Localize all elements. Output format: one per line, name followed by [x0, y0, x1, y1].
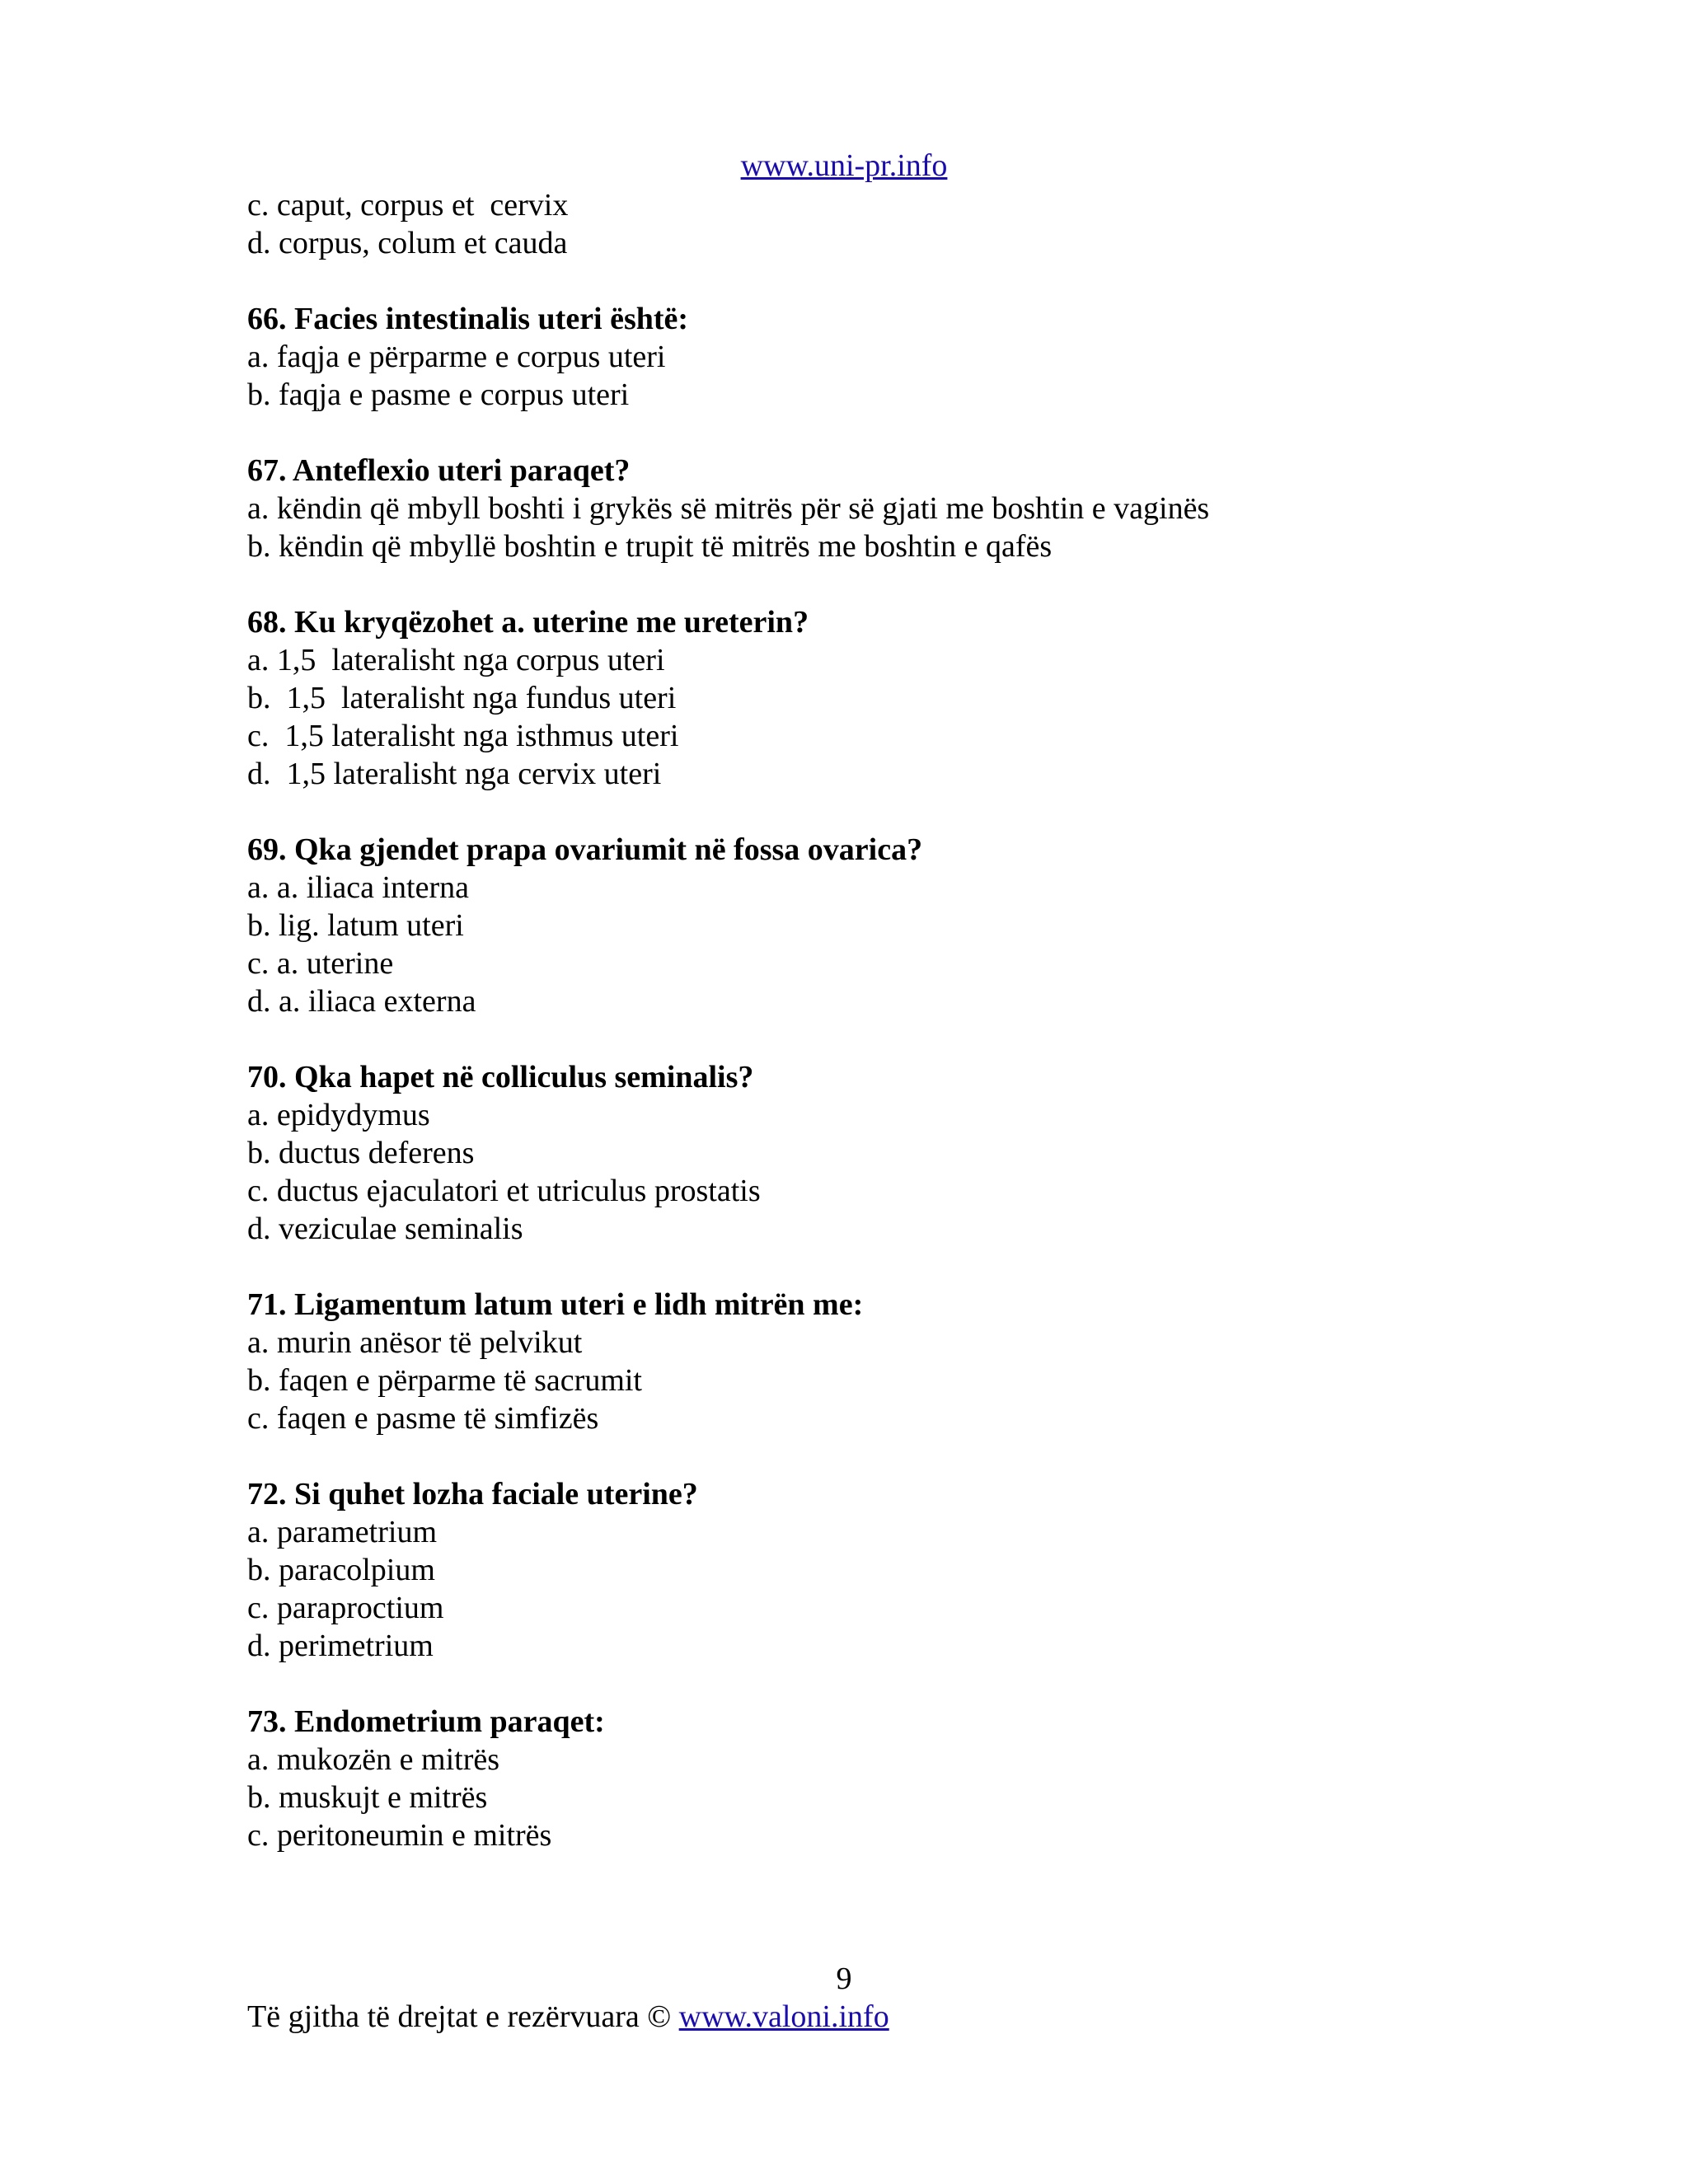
option-line: a. parametrium — [247, 1515, 438, 1549]
option-line: a. murin anësor të pelvikut — [247, 1325, 583, 1360]
header-link-uni-pr[interactable]: www.uni-pr.info — [740, 148, 948, 183]
option-line: c. peritoneumin e mitrës — [247, 1818, 552, 1853]
question-title-70: 70. Qka hapet në colliculus seminalis? — [247, 1060, 754, 1094]
footer-copyright-text: Të gjitha të drejtat e rezërvuara © — [247, 1999, 679, 2034]
question-title-67: 67. Anteflexio uteri paraqet? — [247, 453, 631, 488]
footer — [247, 1998, 889, 2036]
option-line: a. faqja e përparme e corpus uteri — [247, 340, 666, 374]
option-line: d. 1,5 lateralisht nga cervix uteri — [247, 757, 662, 791]
option-line: c. faqen e pasme të simfizës — [247, 1401, 599, 1436]
option-line: d. a. iliaca externa — [247, 984, 476, 1019]
option-line: c. 1,5 lateralisht nga isthmus uteri — [247, 719, 679, 753]
option-line: d. corpus, colum et cauda — [247, 226, 568, 260]
option-line: a. epidydymus — [247, 1098, 430, 1132]
option-line: b. lig. latum uteri — [247, 908, 464, 943]
option-line: a. a. iliaca interna — [247, 870, 470, 905]
option-line: b. muskujt e mitrës — [247, 1780, 488, 1815]
option-line: b. faqen e përparme të sacrumit — [247, 1363, 642, 1398]
option-line: b. ductus deferens — [247, 1136, 475, 1170]
question-list — [247, 186, 1484, 1854]
option-line: c. caput, corpus et cervix — [247, 188, 569, 223]
footer-link-valoni[interactable]: www.valoni.info — [678, 1999, 889, 2034]
page-number: 9 — [836, 1961, 852, 1996]
option-line: b. paracolpium — [247, 1553, 435, 1587]
option-line: d. veziculae seminalis — [247, 1212, 523, 1246]
question-title-72: 72. Si quhet lozha faciale uterine? — [247, 1477, 698, 1511]
option-line: a. këndin që mbyll boshti i grykës së mitrës për së gjati me boshtin e vaginës — [247, 491, 1210, 526]
option-line: a. 1,5 lateralisht nga corpus uteri — [247, 643, 665, 677]
question-title-73: 73. Endometrium paraqet: — [247, 1704, 605, 1739]
option-line: c. ductus ejaculatori et utriculus prostatis — [247, 1174, 761, 1208]
option-line: c. a. uterine — [247, 946, 394, 981]
option-line: b. këndin që mbyllë boshtin e trupit të mitrës me boshtin e qafës — [247, 529, 1053, 564]
option-line: c. paraproctium — [247, 1591, 444, 1625]
question-title-66: 66. Facies intestinalis uteri është: — [247, 302, 689, 336]
question-title-68: 68. Ku kryqëzohet a. uterine me ureterin? — [247, 605, 809, 640]
option-line: d. perimetrium — [247, 1629, 434, 1663]
question-title-69: 69. Qka gjendet prapa ovariumit në fossa ovarica? — [247, 832, 923, 867]
option-line: a. mukozën e mitrës — [247, 1742, 500, 1777]
option-line: b. 1,5 lateralisht nga fundus uteri — [247, 681, 677, 715]
question-title-71: 71. Ligamentum latum uteri e lidh mitrën me: — [247, 1287, 864, 1322]
option-line: b. faqja e pasme e corpus uteri — [247, 377, 630, 412]
header — [0, 147, 1688, 185]
